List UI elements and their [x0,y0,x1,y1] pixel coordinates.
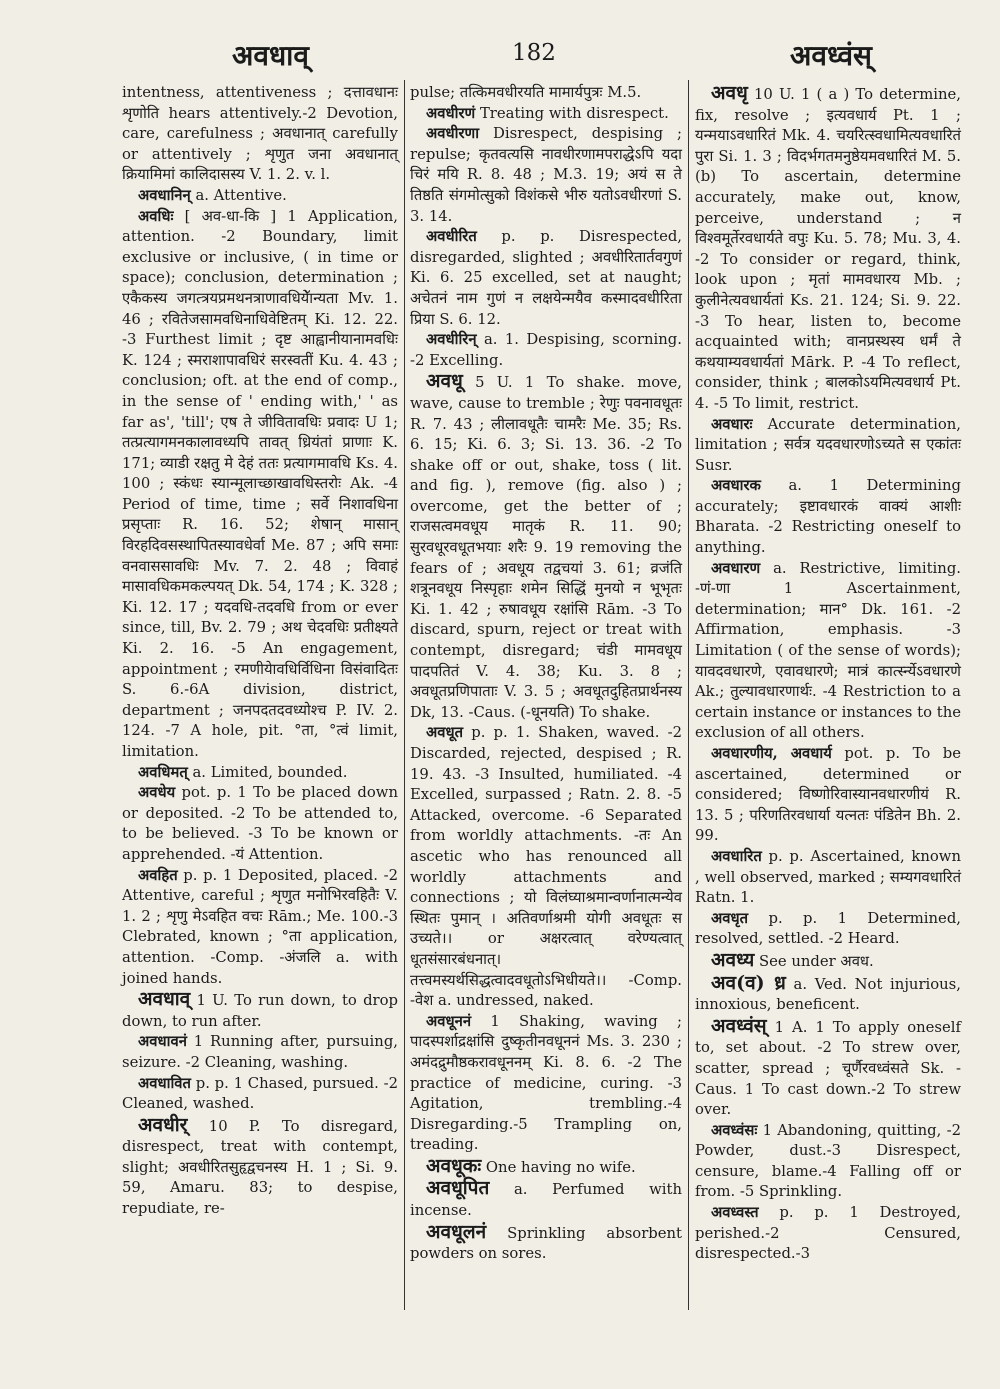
entry-definition: pulse; तत्किमवधीरयति मामार्यपुत्रः M.5. [410,84,642,101]
entry-headword: अवधृ [711,82,748,104]
entry-headword: अवहित [138,866,178,884]
entry-definition: a. Attentive. [195,186,287,204]
dictionary-entry [695,950,961,973]
entry-definition: p. p. 1 Destroyed, perished.-2 Censured, disrespected.-3 [695,1204,961,1263]
entry-headword: अवध्वंसः [711,1121,758,1139]
dictionary-entry [122,186,398,207]
dictionary-entry [122,207,398,763]
dictionary-entry [695,415,961,477]
dictionary-entry [122,989,398,1032]
entry-definition: Treating with disrespect. [479,104,669,122]
entry-headword: अवधारित [711,847,762,865]
dictionary-entry [410,124,682,227]
entry-headword: अवधीरिन् [426,331,477,349]
dictionary-entry [410,1222,682,1265]
dictionary-entry [410,83,682,104]
entry-definition: p. p. 1 Deposited, placed. -2 Attentive, careful ; शृणुत मनोभिरवहितैः V. 1. 2 ; शृणु मेऽवहित वचः Rām.; Me. 100.-3 Clebrated, known ; °ता application, attention. -Comp. -अंजलि a. with joined hands. [122,866,398,987]
entry-headword: अवधावनं [138,1033,187,1051]
dictionary-entry [695,744,961,847]
left-guide-word: अवधाव् [232,39,310,72]
dictionary-entry [410,227,682,330]
entry-headword: अवधूपित [426,1177,490,1200]
entry-headword: अवधिमत् [138,763,188,781]
entry-definition: intentness, attentiveness ; दत्तावधानः शृणोति hears attentively.-2 Devotion, care, carefulness ; अवधानात् carefully or attentively ; शृणुत जना अवधानात् क्रियामिमां कालिदासस्य V. 1. 2. v. l. [122,84,398,184]
entry-definition: p. p. 1. Shaken, waved. -2 Discarded, rejected, despised ; R. 19. 43. -3 Insulted, humiliated. -4 Excelled, surpassed ; Ratn. 2. 8. -5 Attacked, overcome. -6 Separated from worldly attachments. -तः An ascetic who has renounced all worldly attachments and connections ; यो विलंघ्याश्रमान्वर्णानात्मन्येव स्थितः पुमान् । अतिवर्णाश्रमी योगी अवधूतः स उच्यते।। or अक्षरत्वात् वरेण्यत्वात् धूतसंसारबंधनात्। तत्त्वमस्यर्थसिद्धत्वादवधूतोऽभिधीयते।। -Comp. -वेश a. undressed, naked. [410,724,682,1010]
dictionary-entry [410,371,682,723]
column-1 [122,83,398,1220]
page-header [0,30,1000,80]
column-2 [410,83,682,1265]
dictionary-entry [695,1121,961,1203]
entry-headword: अवधीरणं [426,104,476,122]
dictionary-entry [695,476,961,558]
entry-definition: 1 Running after, pursuing, seizure. -2 Cleaning, washing. [122,1033,398,1071]
entry-definition: See under अवध. [758,952,874,970]
entry-definition: [ अव-धा-कि ] 1 Application, attention. -2 Boundary, limit exclusive or inclusive, ( in time or space); conclusion, determination ; एकैकस्य जगत्त्रयप्रमथनत्राणावधियेॅान्यता Mv. 1. 46 ; रवितेजसामवधिनाधिवेष्टितम् Ki. 12. 22. -3 Furthest limit ; दृष्ट आह्वानीयानामवधिः K. 124 ; स्मराशापावधिरं सरस्वतीं Ku. 4. 43 ; conclusion; oft. at the end of comp., in the sense of ' ending with,' ' as far as', 'till'; एष ते जीवितावधिः प्रवादः U 1; तत्प्रत्यागमनकालावध्यपि तावत् ध्रियंतां प्राणाः K. 171; व्याडी रक्षतु मे देहं ततः प्रत्यागमावधि Ks. 4. 100 ; स्कंधः स्यान्मूलाच्छाखावधिस्तरोः Ak. -4 Period of time, time ; सर्वे निशावधिना प्रसृप्ताः R. 16. 52; शेषान् मासान् विरहदिवसस्थापितस्यावधेर्वा Me. 87 ; अपि समाः वनवाससावधिः Mv. 7. 2. 48 ; विवाहं मासावधिकमकल्पयत् Dk. 54, 174 ; K. 328 ; Ki. 12. 17 ; यदवधि-तदवधि from or ever since, till, Bv. 2. 79 ; अथ चेदवधिः प्रतीक्ष्यते Ki. 2. 16. -5 An engagement, appointment ; रमणीयेावधिर्विधिना विसंवादितः S. 6.-6A division, district, department ; जनपदतदवध्योश्च P. IV. 2. 124. -7 A hole, pit. °ता, °त्वं limit, limitation. [122,207,398,760]
entry-definition: Accurate determination, limitation ; सर्वत्र यदवधारणोऽच्यते स एकांतः Susr. [695,415,961,474]
dictionary-entry [695,559,961,744]
dictionary-entry [122,1032,398,1073]
column-3 [695,83,961,1265]
dictionary-entry [695,973,961,1016]
entry-headword: अवधूलनं [426,1220,487,1243]
entry-headword: अवधूत [426,724,464,742]
entry-definition: a. Perfumed with incense. [410,1181,682,1220]
entry-definition: p. p. Disrespected, disregarded, slighted ; अवधीरितार्तवगुणं Ki. 6. 25 excelled, set at naught; अचेतनं नाम गुणं न लक्षयेन्मयैव कस्मादवधीरिता प्रिया S. 6. 12. [410,228,682,328]
entry-definition: 10 U. 1 ( a ) To determine, fix, resolve ; इत्यवधार्य Pt. 1 ; यन्मयाऽवधारितं Mk. 4. चयरित्स्वधामित्यवधारितं पुरा Si. 1. 3 ; विदर्भगतमनुष्ठेयमवधारितं M. 5. (b) To ascertain, determine accurately, make out, know, perceive, understand ; न विश्वमूर्तेरवधार्यते वपुः Ku. 5. 78; Mu. 3, 4. -2 To consider or regard, think, look upon ; मृतां मामवधारय Mb. ; कुलीनेत्यवधार्यतां Ks. 21. 124; Si. 9. 22. -3 To hear, listen to, become acquainted with; वानप्रस्थस्य धर्मं ते कथयाम्यवधार्यतां Mārk. P. -4 To reflect, consider, think ; बालकोऽयमित्यवधार्य Pt. 4. -5 To limit, restrict. [695,86,961,412]
entry-definition: p. p. 1 Determined, resolved, settled. -2 Heard. [695,909,961,948]
column-divider [404,80,405,1310]
entry-headword: अवध्वंस् [711,1014,767,1037]
entry-headword: अवधाव् [138,988,191,1011]
dictionary-entry [410,1178,682,1221]
entry-headword: अवध्य [711,948,755,971]
dictionary-entry [410,723,682,1011]
entry-headword: अवधीरणा [426,125,480,143]
entry-headword: अवधारक [711,477,761,495]
entry-definition: a. 1 Determining accurately; इष्टावधारकं वाक्यं आशीः Bharata. -2 Restricting oneself to anything. [695,477,961,557]
entry-headword: अव(व) ध्र [711,971,786,994]
entry-headword: अवधारण [711,559,761,577]
entry-definition: p. p. 1 Chased, pursued. -2 Cleaned, washed. [122,1074,398,1113]
entry-headword: अवधावित [138,1074,191,1092]
entry-definition: p. p. Ascertained, known , well observed, marked ; सम्यगवधारितं Ratn. 1. [695,847,961,907]
entry-definition: 5 U. 1 To shake. move, wave, cause to tremble ; रेणुः पवनावधूतः R. 7. 43 ; लीलावधूतैः चामरैः Me. 35; Rs. 6. 15; Ki. 6. 3; Si. 13. 36. -2 To shake off or out, shake, toss ( lit. and fig. ), remove (fig. also ) ; overcome, get the better of ; राजसत्वमवधूय मातृकं R. 11. 90; सुरवधूरवधूतभयाः शरैः 9. 19 removing the fears of ; अवधूय तद्वचयां 3. 61; व्रजंति शत्रूनवधूय निस्पृहाः शमेन सिद्धिं मुनयो न भूभृतः Ki. 1. 42 ; रुषावधूय रक्षांसि Rām. -3 To discard, spurn, reject or treat with contempt, disregard; चंडी मामवधूय पादपतितं V. 4. 38; Ku. 3. 8 ; अवधूतप्रणिपाताः V. 3. 5 ; अवधूतदुहितप्रार्थनस्य Dk, 13. -Caus. (-धूनयति) To shake. [410,374,682,721]
entry-definition: Sprinkling absorbent powders on sores. [410,1224,682,1263]
entry-definition: a. Restrictive, limiting. -णं-णा 1 Ascertainment, determination; मान° Dk. 161. -2 Affirmation, emphasis. -3 Limitation ( of the sense of words); यावदवधारणे, एवावधारणे; मात्रं कार्त्स्न्येऽवधारणे Ak.; तुल्यावधारणार्थः. -4 Restriction to a certain instance or instances to the exclusion of all others. [695,559,961,742]
dictionary-entry [122,1074,398,1115]
entry-headword: अवधारः [711,415,753,433]
dictionary-entry [695,1016,961,1121]
entry-definition: a. 1. Despising, scorning. -2 Excelling. [410,331,682,369]
dictionary-entry [695,83,961,415]
dictionary-entry [410,104,682,125]
entry-definition: 1 Shaking, waving ; पादस्पर्शाद्रक्षांसि दुष्कृतीनवधूननं Ms. 3. 230 ; अमंदद्रुमौष्ठकरावधूननम् Ki. 8. 6. -2 The practice of medicine, curing. -3 Agitation, trembling.-4 Disregarding.-5 Trampling on, treading. [410,1012,682,1154]
entry-headword: अवधूकः [426,1154,482,1177]
entry-definition: 1 A. 1 To apply oneself to, set about. -2 To strew over, scatter, spread ; चूर्णैरवध्वंसते Sk. -Caus. 1 To cast down.-2 To strew over. [695,1018,961,1119]
entry-definition: Disrespect, despising ; repulse; कृतवत्यसि नावधीरणामपराद्धेऽपि यदा चिरं मयि R. 8. 48 ; M.3. 19; अयं स ते तिष्ठति संगमोत्सुको विशंकसे भीरु यतोऽवधीरणां S. 3. 14. [410,125,682,225]
right-guide-word: अवध्वंस् [790,39,872,72]
dictionary-entry [410,1156,682,1179]
entry-headword: अवधू [426,370,463,393]
entry-definition: pot. p. To be ascertained, determined or considered; विष्णोरिवास्यानवधारणीयं R. 13. 5 ; परिणतिरवधार्या यत्नतः पंडितेन Bh. 2. 99. [695,745,961,845]
dictionary-entry [122,866,398,990]
entry-headword: अवधानिन् [138,186,191,204]
dictionary-entry [122,783,398,865]
entry-headword: अवधूननं [426,1012,472,1030]
entry-headword: अवधीर् [138,1113,188,1136]
entry-definition: 1 U. To run down, to drop down, to run after. [122,992,398,1030]
entry-definition: 10 P. To disregard, disrespect, treat with contempt, slight; अवधीरितसुहृद्वचनस्य H. 1 ; Si. 9. 59, Amaru. 83; to despise, repudiate, re- [122,1117,398,1218]
dictionary-entry [695,1203,961,1265]
dictionary-entry [122,763,398,784]
dictionary-entry [410,1012,682,1156]
dictionary-entry [695,847,961,909]
dictionary-entry [695,909,961,950]
entry-headword: अवध्वस्त [711,1204,759,1222]
entry-definition: One having no wife. [485,1158,636,1176]
column-divider [688,80,689,1310]
dictionary-entry [122,83,398,186]
entry-headword: अवधेय [138,784,176,802]
entry-definition: a. Ved. Not injurious, innoxious, beneficent. [695,975,961,1014]
dictionary-entry [410,330,682,371]
entry-headword: अवधिः [138,207,174,225]
dictionary-entry [122,1115,398,1220]
entry-headword: अवधीरित [426,228,477,246]
entry-definition: a. Limited, bounded. [192,763,348,781]
page-number: 182 [512,40,556,66]
entry-definition: pot. p. 1 To be placed down or deposited. -2 To be attended to, to be believed. -3 To be known or apprehended. -यं Attention. [122,784,398,863]
entry-definition: 1 Abandoning, quitting, -2 Powder, dust.-3 Disrespect, censure, blame.-4 Falling off or from. -5 Sprinkling. [695,1121,961,1201]
entry-headword: अवधृत [711,909,749,927]
entry-headword: अवधारणीय, अवधार्य [711,745,832,762]
